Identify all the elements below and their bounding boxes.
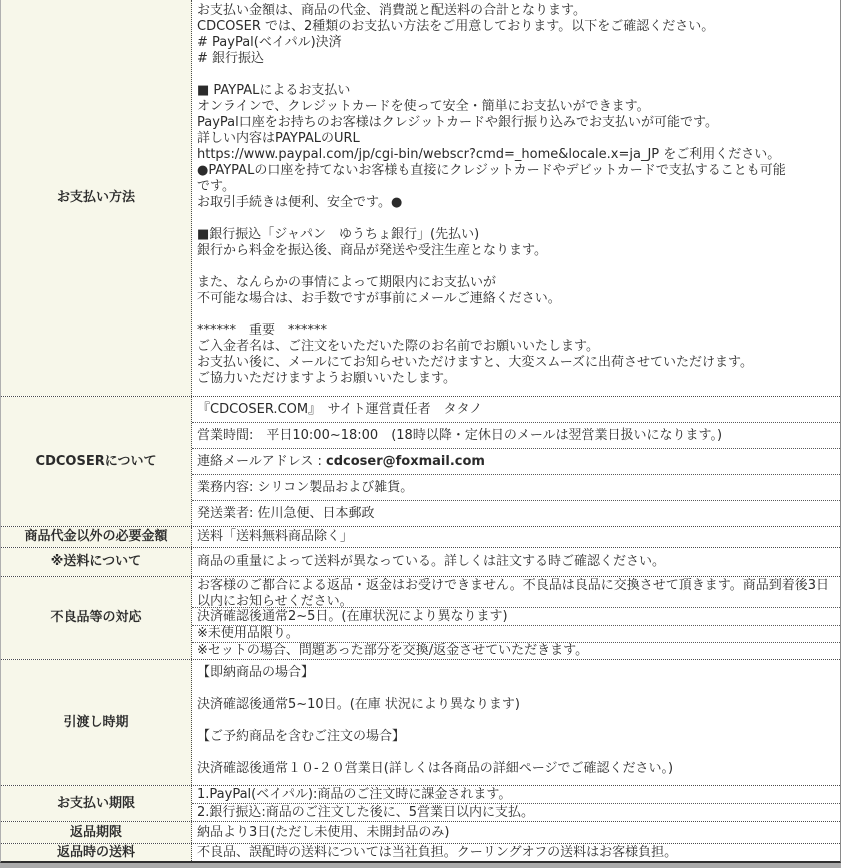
text-line	[197, 259, 835, 275]
content-cell	[192, 660, 840, 785]
text-line	[197, 211, 835, 227]
text-line: 送料「送料無料商品除く」	[197, 529, 354, 544]
text-line: 決済確認後通常１０-２０営業日(詳しくは各商品の詳細ページでご確認ください。)	[197, 761, 674, 776]
text-line: ■ PAYPALによるお支払い	[197, 83, 351, 98]
content-cell	[192, 577, 840, 608]
text-line: 商品の重量によって送料が異なっている。詳しくは註文する時ご確認ください。	[197, 554, 666, 569]
row-content-payment-deadline	[192, 786, 840, 821]
content-cell	[192, 0, 840, 396]
row-about-cdcoser	[1, 397, 840, 527]
text-line: 決済確認後通常2~5日。(在庫状況により異なります)	[197, 608, 508, 624]
row-delivery-time	[1, 660, 840, 786]
text-line: 1.PayPal(ベイパル):商品のご注文時に課金されます。	[197, 786, 512, 802]
row-label-delivery-time: 引渡し時期	[1, 660, 192, 785]
text-line: 不良品、誤配時の送料については当社負担。クーリングオフの送料はお客様負担。	[197, 844, 678, 860]
text-line	[197, 681, 835, 697]
row-content-about-cdcoser	[192, 397, 840, 526]
text-line: ※未使用品限り。	[197, 625, 299, 641]
text-line: 業務内容: シリコン製品および雑貨。	[197, 479, 414, 495]
text-line: ご協力いただけますようお願いいたします。	[197, 371, 456, 386]
text-line: ****** 重要 ******	[197, 323, 328, 338]
row-label-payment-method: お支払い方法	[1, 0, 192, 396]
text-line: 【ご予約商品を含むご注文の場合】	[197, 729, 406, 744]
text-line	[197, 713, 835, 729]
text-part: 連絡メールアドレス :	[197, 453, 326, 469]
row-content-delivery-time	[192, 660, 840, 785]
row-content-payment-method	[192, 0, 840, 396]
text-line: お支払い金額は、商品の代金、消費説と配送料の合計となります。	[197, 3, 586, 18]
content-cell	[192, 548, 840, 576]
text-line: 詳しい内容はPAYPALのURL	[197, 131, 360, 146]
content-cell	[192, 475, 840, 501]
text-line: また、なんらかの事情によって期限内にお支払いが	[197, 275, 497, 290]
text-line: CDCOSER では、2種類のお支払い方法をご用意しております。以下をご確認ください。	[197, 19, 715, 34]
row-defective-items	[1, 577, 840, 660]
row-label-payment-deadline: お支払い期限	[1, 786, 192, 821]
bottom-gray-bar	[0, 863, 841, 868]
text-line: # 銀行振込	[197, 51, 265, 66]
text-line: ■銀行振込「ジャパン ゆうちょ銀行」(先払い)	[197, 227, 480, 242]
row-content-defective-items	[192, 577, 840, 659]
text-line: 『CDCOSER.COM』 サイト運営責任者 タタノ	[197, 401, 483, 417]
text-line: 納品より3日(ただし未使用、未開封品のみ)	[197, 824, 450, 840]
content-cell	[192, 643, 840, 659]
text-line: お支払い後に、メールにてお知らせいただけますと、大変スムーズに出荷させていただけます。	[197, 355, 754, 370]
row-label-return-deadline: 返品期限	[1, 822, 192, 843]
content-cell	[192, 822, 840, 843]
text-line	[197, 454, 835, 470]
text-line: 発送業者: 佐川急便、日本郵政	[197, 505, 375, 521]
row-label-extra-fees: 商品代金以外の必要金額	[1, 527, 192, 547]
text-line: ●PAYPALの口座を持てないお客様も直接にクレジットカードやデビットカードで支払することも可能	[197, 163, 786, 178]
text-line: https://www.paypal.com/jp/cgi-bin/webscr?cmd=_home&locale.x=ja_JP をご利用ください。	[197, 147, 781, 162]
text-line: お客様のご都合による返品・返金はお受けできません。不良品は良品に交換させて頂きます。商品到着後3日以内にお知らせください。	[197, 578, 830, 609]
content-cell	[192, 501, 840, 526]
content-cell	[192, 527, 840, 547]
text-line: ※セットの場合、問題あった部分を交換/返金させていただきます。	[197, 642, 589, 658]
row-content-extra-fees	[192, 527, 840, 547]
content-cell	[192, 423, 840, 449]
row-label-about-cdcoser: CDCOSERについて	[1, 397, 192, 526]
row-label-defective-items: 不良品等の対応	[1, 577, 192, 659]
row-label-shipping-note: ※送料について	[1, 548, 192, 576]
content-cell	[192, 449, 840, 475]
row-extra-fees	[1, 527, 840, 548]
text-line: 2.銀行振込:商品のご注文した後に、5営業日以内に支払。	[197, 804, 535, 820]
contact-email-text: cdcoser@foxmail.com	[326, 453, 485, 469]
row-payment-method	[1, 0, 840, 397]
content-cell	[192, 786, 840, 804]
content-cell	[192, 844, 840, 861]
text-line: ご入金者名は、ご注文をいただいた際のお名前でお願いいたします。	[197, 339, 599, 354]
text-line: です。	[197, 179, 235, 194]
row-content-return-shipping	[192, 844, 840, 861]
row-return-shipping	[1, 844, 840, 861]
text-line: 【即納商品の場合】	[197, 665, 315, 680]
text-line: 営業時間: 平日10:00~18:00 (18時以降・定休日のメールは翌営業日扱いになります。)	[197, 427, 723, 443]
row-return-deadline	[1, 822, 840, 844]
text-line: 銀行から料金を振込後、商品が発送や受注生産となります。	[197, 243, 547, 258]
text-line: お取引手続きは便利、安全です。●	[197, 195, 403, 210]
content-cell	[192, 397, 840, 423]
text-line	[197, 67, 835, 83]
row-label-return-shipping: 返品時の送料	[1, 844, 192, 861]
content-cell	[192, 608, 840, 625]
content-cell	[192, 804, 840, 821]
text-line: # PayPal(ベイパル)決済	[197, 35, 342, 50]
text-line	[197, 307, 835, 323]
text-line: PayPal口座をお持ちのお客様はクレジットカードや銀行振り込みでお支払いが可能です。	[197, 115, 718, 130]
text-line	[197, 745, 835, 761]
row-content-return-deadline	[192, 822, 840, 843]
text-line: 不可能な場合は、お手数ですが事前にメールご連絡ください。	[197, 291, 561, 306]
text-line: 決済確認後通常5~10日。(在庫 状況により異なります)	[197, 697, 520, 712]
text-line: オンラインで、クレジットカードを使って安全・簡単にお支払いができます。	[197, 99, 650, 114]
row-shipping-note	[1, 548, 840, 577]
row-payment-deadline	[1, 786, 840, 822]
row-content-shipping-note	[192, 548, 840, 576]
content-cell	[192, 626, 840, 643]
